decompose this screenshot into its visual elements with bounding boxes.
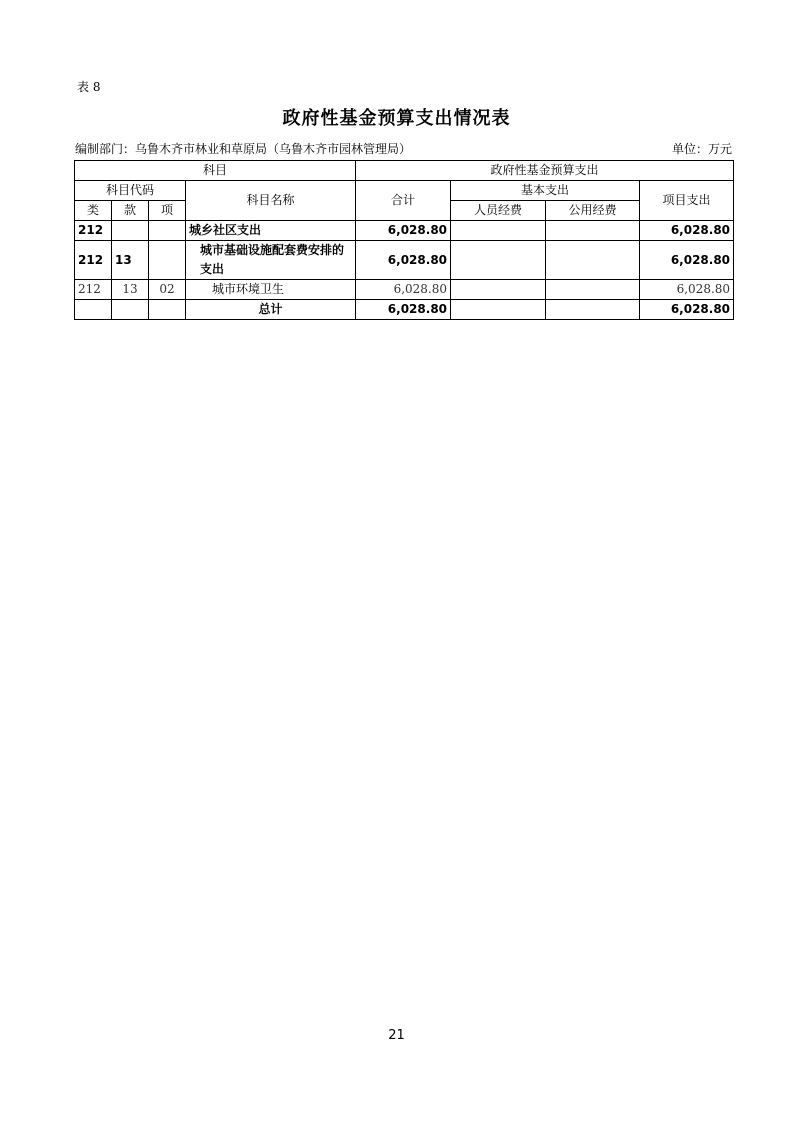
unit-label: 单位：万元 xyxy=(671,142,732,156)
budget-table xyxy=(74,160,734,320)
row-project: 6,028.80 xyxy=(640,241,734,280)
grand-total-row xyxy=(75,300,734,320)
header-basic-expenditure: 基本支出 xyxy=(451,181,640,201)
total-section-blank xyxy=(112,300,149,320)
row-item xyxy=(149,221,186,241)
row-total: 6,028.80 xyxy=(356,241,451,280)
row-project: 6,028.80 xyxy=(640,221,734,241)
row-class: 212 xyxy=(75,221,112,241)
table-row xyxy=(75,241,734,280)
header-subject-code: 科目代码 xyxy=(75,181,186,201)
header-personnel: 人员经费 xyxy=(451,201,546,221)
meta-row xyxy=(75,140,732,157)
row-public xyxy=(546,221,640,241)
row-total: 6,028.80 xyxy=(356,221,451,241)
row-item xyxy=(149,241,186,280)
header-section: 款 xyxy=(112,201,149,221)
table-row xyxy=(75,221,734,241)
row-personnel xyxy=(451,221,546,241)
grand-total-total: 6,028.80 xyxy=(356,300,451,320)
header-subject: 科目 xyxy=(75,161,356,181)
header-total: 合计 xyxy=(356,181,451,221)
grand-total-label: 总计 xyxy=(186,300,356,320)
page-title: 政府性基金预算支出情况表 xyxy=(282,108,511,129)
grand-total-project: 6,028.80 xyxy=(640,300,734,320)
prepared-by: 编制部门：乌鲁木齐市林业和草原局（乌鲁木齐市园林管理局） xyxy=(75,142,412,156)
row-class: 212 xyxy=(75,280,112,300)
header-subject-name: 科目名称 xyxy=(186,181,356,221)
header-project-expenditure: 项目支出 xyxy=(640,181,734,221)
total-item-blank xyxy=(149,300,186,320)
total-class-blank xyxy=(75,300,112,320)
header-item: 项 xyxy=(149,201,186,221)
row-name: 城市基础设施配套费安排的支出 xyxy=(186,241,356,280)
header-public: 公用经费 xyxy=(546,201,640,221)
row-name: 城乡社区支出 xyxy=(186,221,356,241)
row-name: 城市环境卫生 xyxy=(186,280,356,300)
grand-total-public xyxy=(546,300,640,320)
page-number: 21 xyxy=(388,1028,405,1043)
row-public xyxy=(546,280,640,300)
row-item: 02 xyxy=(149,280,186,300)
header-row-2 xyxy=(75,181,734,201)
row-class: 212 xyxy=(75,241,112,280)
table-label: 表 8 xyxy=(77,80,101,94)
row-section xyxy=(112,221,149,241)
header-row-1 xyxy=(75,161,734,181)
table-row xyxy=(75,280,734,300)
row-personnel xyxy=(451,280,546,300)
row-total: 6,028.80 xyxy=(356,280,451,300)
row-section: 13 xyxy=(112,280,149,300)
grand-total-personnel xyxy=(451,300,546,320)
header-class: 类 xyxy=(75,201,112,221)
row-personnel xyxy=(451,241,546,280)
header-gov-fund-expenditure: 政府性基金预算支出 xyxy=(356,161,734,181)
row-project: 6,028.80 xyxy=(640,280,734,300)
row-public xyxy=(546,241,640,280)
row-section: 13 xyxy=(112,241,149,280)
